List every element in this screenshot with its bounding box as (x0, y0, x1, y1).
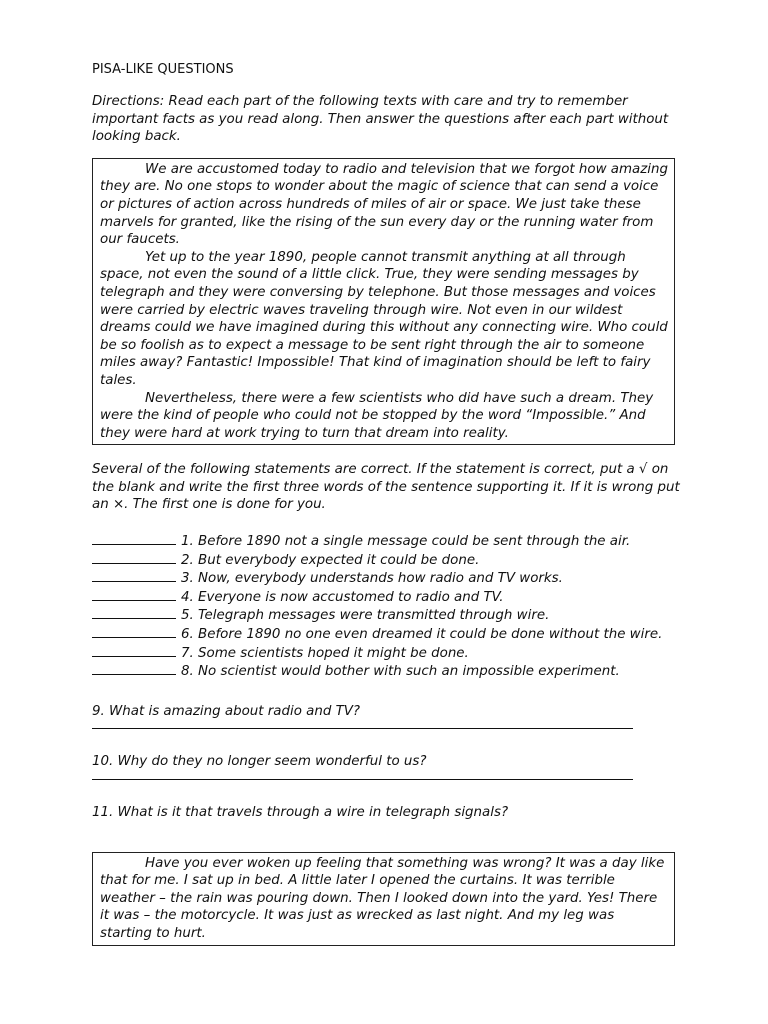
answer-line-10[interactable] (92, 771, 633, 780)
statement-text: 5. Telegraph messages were transmitted through wire. (181, 608, 550, 624)
answer-blank-2[interactable] (92, 551, 176, 564)
answer-blank-8[interactable] (92, 662, 176, 675)
statement-text: 7. Some scientists hoped it might be done. (181, 645, 469, 661)
passage-1-paragraph-2: Yet up to the year 1890, people cannot transmit anything at all through space, not even the sound of a little click. True, they were sending messages by telegraph and they were conversing by telephone. But those messages and voices were carried by electric waves traveling through wire. Not even in our wildest dreams could we have imagined during this without any connecting wire. Who could be so foolish as to expect a message to be sent right through the air to someone miles away? Fantastic! Impossible! That kind of imagination should be left to fairy tales. (100, 249, 668, 388)
passage-1-paragraph-3: Nevertheless, there were a few scientists who did have such a dream. They were the kind of people who could not be stopped by the word “Impossible.” And they were hard at work trying to turn that dream into reality. (100, 390, 654, 441)
answer-blank-3[interactable] (92, 569, 176, 582)
answer-blank-1[interactable] (92, 532, 176, 545)
statement-instructions: Several of the following statements are correct. If the statement is correct, put a √ on the blank and write the first three words of the sentence supporting it. If it is wrong put an ×. The first one is done for you. (92, 462, 680, 513)
statement-item (92, 662, 692, 681)
passage-2-paragraph: Have you ever woken up feeling that something was wrong? It was a day like that for me. I sat up in bed. A little later I opened the curtains. It was terrible weather – the rain was pouring down. Then I looked down into the yard. Yes! There it was – the motorcycle. It was just as wrecked as last night. And my leg was starting to hurt. (100, 855, 665, 941)
statement-text: 1. Before 1890 not a single message could be sent through the air. (181, 534, 631, 550)
statement-list (92, 532, 692, 681)
question-10: 10. Why do they no longer seem wonderful to us? (92, 754, 427, 770)
statement-text: 3. Now, everybody understands how radio and TV works. (181, 571, 563, 587)
question-11: 11. What is it that travels through a wire in telegraph signals? (92, 805, 509, 820)
page-title: PISA-LIKE QUESTIONS (92, 62, 234, 77)
question-9: 9. What is amazing about radio and TV? (92, 703, 361, 719)
statement-item (92, 551, 692, 570)
statement-text: 4. Everyone is now accustomed to radio and TV. (181, 589, 504, 605)
statement-text: 6. Before 1890 no one even dreamed it could be done without the wire. (181, 627, 663, 643)
statement-text: 2. But everybody expected it could be done. (181, 552, 480, 568)
statement-text: 8. No scientist would bother with such an impossible experiment. (181, 664, 620, 680)
answer-line-9[interactable] (92, 720, 633, 729)
answer-blank-4[interactable] (92, 588, 176, 601)
answer-blank-7[interactable] (92, 644, 176, 657)
passage-2-box (92, 852, 675, 946)
passage-1-paragraph-1: We are accustomed today to radio and television that we forgot how amazing they are. No one stops to wonder about the magic of science that can send a voice or pictures of action across hundreds of miles of air or space. We just take these marvels for granted, like the rising of the sun every day or the running water from our faucets. (100, 161, 668, 248)
worksheet-page (92, 62, 692, 962)
statement-item (92, 532, 692, 551)
answer-blank-6[interactable] (92, 625, 176, 638)
directions-text: Directions: Read each part of the following texts with care and try to remember important facts as you read along. Then answer the questions after each part without looking back. (92, 94, 669, 145)
statement-item (92, 644, 692, 663)
answer-blank-5[interactable] (92, 606, 176, 619)
statement-item (92, 588, 692, 607)
statement-item (92, 569, 692, 588)
passage-1-box (92, 158, 675, 446)
statement-item (92, 625, 692, 644)
statement-item (92, 606, 692, 625)
